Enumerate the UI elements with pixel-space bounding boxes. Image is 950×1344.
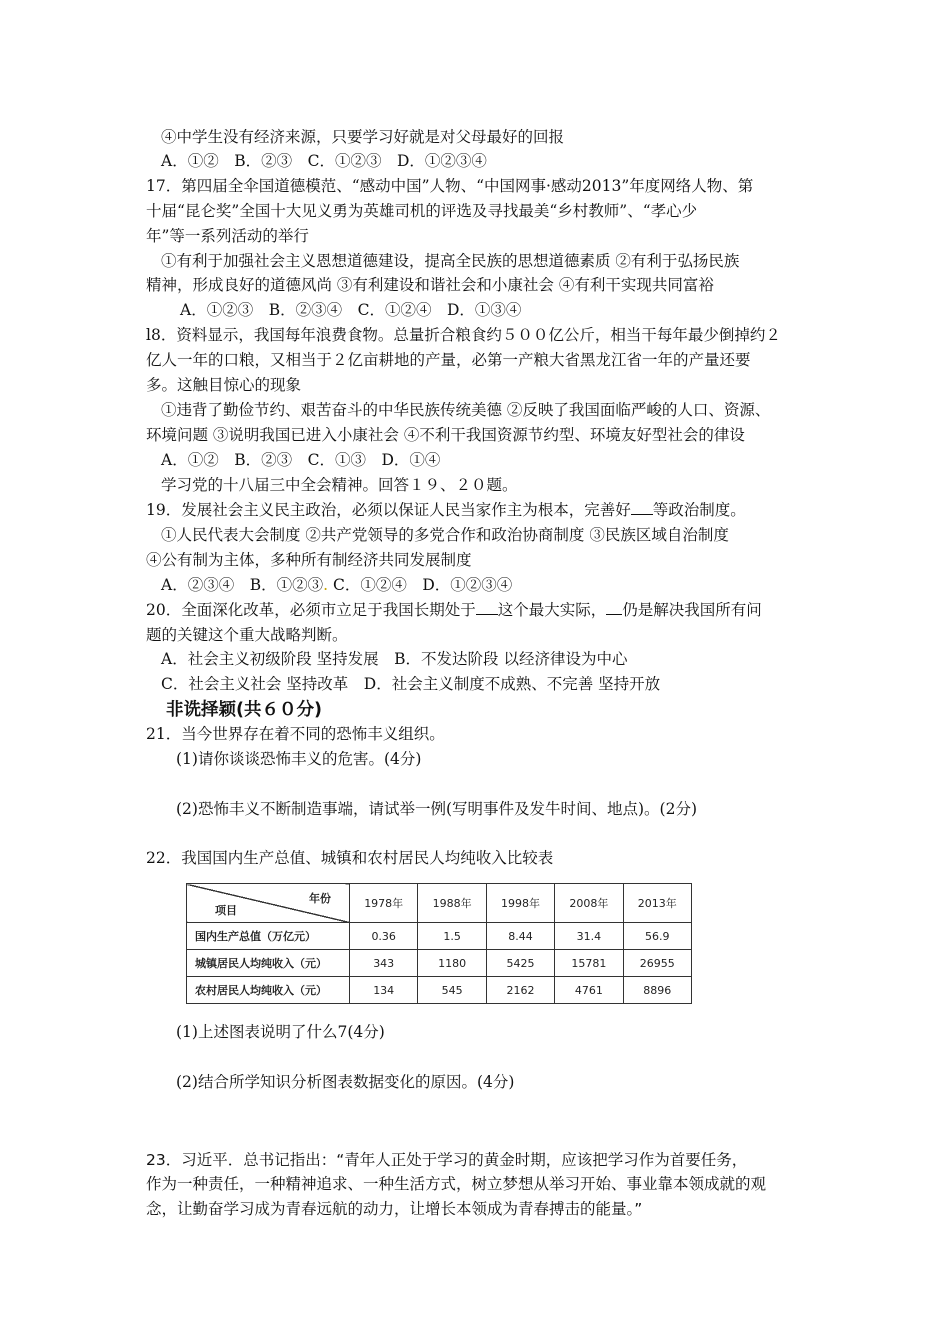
q22-part2: (2)结合所学知识分析图表数据变化的原因。(4分) bbox=[176, 1073, 515, 1091]
table-cell: 8896 bbox=[623, 977, 691, 1004]
year-header: 1998年 bbox=[486, 884, 554, 923]
row-label: 农村居民人均纯收入（元） bbox=[187, 977, 350, 1004]
table-cell: 56.9 bbox=[623, 923, 691, 950]
q19-options-line1: ①人民代表大会制度 ②共产党领导的多党合作和政治协商制度 ③民族区域自治制度 bbox=[161, 526, 729, 544]
q17-answer-choices: A．①②③ B．②③④ C．①②④ D．①③④ bbox=[180, 301, 522, 319]
q17-options-line1: ①有利于加强社会主义恩想道德建设，提高全民族的思想道德素质 ②有利于弘扬民族 bbox=[161, 252, 740, 270]
table-cell: 8.44 bbox=[486, 923, 554, 950]
q19-stem bbox=[146, 498, 746, 522]
header-year: 年份 bbox=[309, 892, 331, 905]
q19-20-intro: 学习党的十八届三中全会精神。回答１９、２０题。 bbox=[161, 476, 518, 494]
q19-choices-ab: A．②③④ B．①②③ bbox=[161, 576, 324, 594]
q23-stem-line2: 作为一种责任，一种精神追求、一种生活方式，树立梦想从举习开始、事业靠本领成就的观 bbox=[146, 1175, 767, 1193]
stray-dot: . bbox=[323, 576, 329, 594]
q17-stem-line2: 十届“昆仑奖”全国十大见义勇为英雄司机的评选及寻找最美“乡村教师”、“孝心少 bbox=[146, 202, 698, 220]
table-cell: 26955 bbox=[623, 950, 691, 977]
table-row bbox=[187, 923, 692, 950]
table-cell: 4761 bbox=[555, 977, 623, 1004]
table-cell: 545 bbox=[418, 977, 486, 1004]
gdp-income-table bbox=[186, 883, 692, 1004]
table-row bbox=[187, 950, 692, 977]
q22-part1: (1)上述图表说明了什么7(4分) bbox=[176, 1023, 385, 1041]
q20-choices-ab: A．社会主义初级阶段 坚持发展 B．不发达阶段 以经济律设为中心 bbox=[161, 650, 628, 668]
table-header-row bbox=[187, 884, 692, 923]
q17-stem-line1: 17．第四届全伞国道德模范、“感动中国”人物、“中国网事·感动2013”年度网络人物、第 bbox=[146, 177, 754, 195]
row-label: 城镇居民人均纯收入（元） bbox=[187, 950, 350, 977]
q18-stem-line3: 多。这触目惊心的现象 bbox=[146, 376, 302, 394]
q20-choices-cd: C．社会主义社会 坚持改革 D．社会主义制度不成熟、不完善 坚持开放 bbox=[161, 675, 661, 693]
table-cell: 31.4 bbox=[555, 923, 623, 950]
table-cell: 15781 bbox=[555, 950, 623, 977]
q19-stem-text: 19．发展社会主义民主政治，必须以保证人民当家作主为根本，完善好 bbox=[146, 501, 631, 519]
q16-option-4: ④中学生没有经济来源，只要学习好就是对父母最好的回报 bbox=[161, 128, 565, 146]
table-row bbox=[187, 977, 692, 1004]
year-header: 2013年 bbox=[623, 884, 691, 923]
q16-answer-choices: A．①② B．②③ C．①②③ D．①②③④ bbox=[161, 152, 487, 170]
year-header: 1988年 bbox=[418, 884, 486, 923]
q18-stem-line1: l8．资料显示，我国每年浪费食物。总量折合粮食约５００亿公斤，相当干每年最少倒掉约２ bbox=[146, 326, 781, 344]
table-cell: 5425 bbox=[486, 950, 554, 977]
q17-options-line2: 精神，形成良好的道德风尚 ③有利建设和谐社会和小康社会 ④有利干实现共同富裕 bbox=[146, 276, 714, 294]
q18-answer-choices: A．①② B．②③ C．①③ D．①④ bbox=[161, 451, 441, 469]
q19-answer-choices bbox=[161, 573, 512, 597]
q22-stem: 22．我国国内生产总值、城镇和农村居民人均纯收入比较表 bbox=[146, 849, 554, 867]
q21-part1: (1)请你谈谈恐怖丰义的危害。(4分) bbox=[176, 750, 422, 768]
table-cell: 1.5 bbox=[418, 923, 486, 950]
q20-stem-mid: 这个最大实际， bbox=[497, 601, 607, 619]
section-heading: 非诜择颖(共６０分) bbox=[166, 700, 322, 720]
q18-options-line1: ①违背了勤俭节约、艰苦奋斗的中华民族传统美德 ②反映了我国面临严峻的人口、资源、 bbox=[161, 401, 771, 419]
q18-options-line2: 环境问题 ③说明我国已进入小康社会 ④不利干我国资源节约型、环境友好型社会的律设 bbox=[146, 426, 745, 444]
q23-stem-line3: 念，让勤奋学习成为青春远航的动力，让增长本领成为青春搏击的能量。” bbox=[146, 1200, 643, 1218]
q21-stem: 21．当今世界存在着不同的恐怖丰义组织。 bbox=[146, 725, 445, 743]
table-cell: 0.36 bbox=[350, 923, 418, 950]
year-header: 1978年 bbox=[350, 884, 418, 923]
fill-blank bbox=[476, 600, 498, 615]
table-corner-cell bbox=[187, 884, 350, 923]
q18-stem-line2: 亿人一年的口粮，又相当于２亿亩耕地的产量，必第一产粮大省黑龙江省一年的产量还要 bbox=[146, 351, 751, 369]
q23-stem-line1: 23．习近平．总书记指出：“青年人正处于学习的黄金时期，应该把学习作为首要任务， bbox=[146, 1151, 748, 1169]
table-cell: 343 bbox=[350, 950, 418, 977]
header-item: 项目 bbox=[215, 904, 237, 917]
row-label: 国内生产总值（万亿元） bbox=[187, 923, 350, 950]
q21-part2: (2)恐怖丰义不断制造事端，请试举一例(写明事件及发牛时间、地点)。(2分) bbox=[176, 800, 698, 818]
fill-blank bbox=[606, 600, 622, 615]
q20-stem-line1 bbox=[146, 598, 762, 622]
year-header: 2008年 bbox=[555, 884, 623, 923]
table-cell: 2162 bbox=[486, 977, 554, 1004]
q19-choices-cd: C．①②④ D．①②③④ bbox=[332, 576, 513, 594]
q19-stem-tail: 等政治制度。 bbox=[652, 501, 746, 519]
fill-blank bbox=[631, 500, 653, 515]
table-cell: 134 bbox=[350, 977, 418, 1004]
table-cell: 1180 bbox=[418, 950, 486, 977]
q19-options-line2: ④公有制为主体，多种所有制经济共同发展制度 bbox=[146, 551, 472, 569]
q17-stem-line3: 年”等一系列活动的举行 bbox=[146, 227, 309, 245]
q20-stem-line2: 题的关键这个重大战略判断。 bbox=[146, 626, 348, 644]
q20-stem-tail: 仍是解决我国所有问 bbox=[622, 601, 762, 619]
q20-stem-text: 20．全面深化改革，必须市立足于我国长期处于 bbox=[146, 601, 476, 619]
